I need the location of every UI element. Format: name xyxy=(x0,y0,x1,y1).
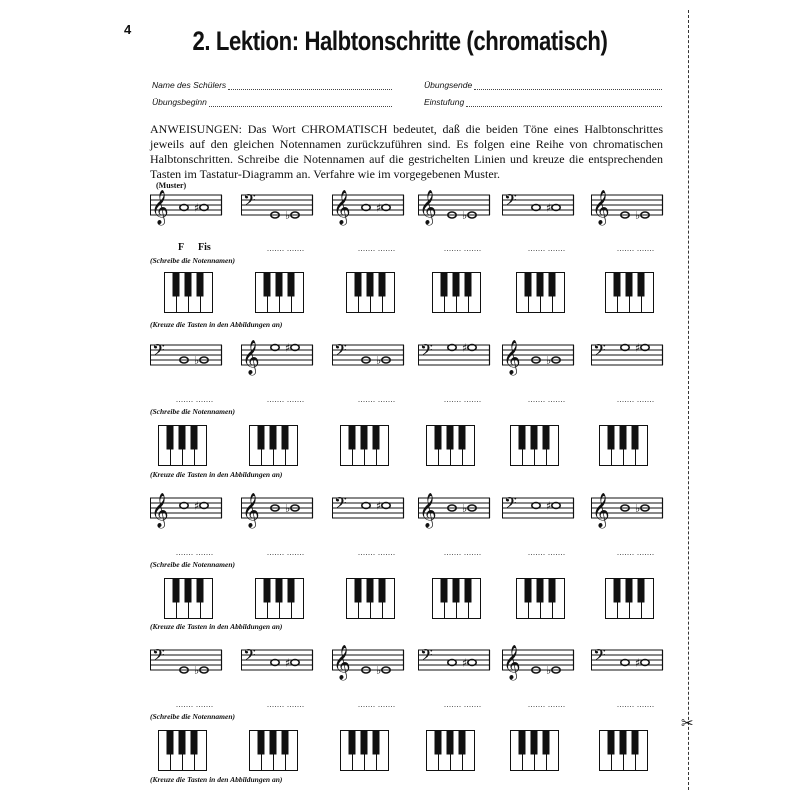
bass-clef-icon: 𝄢 xyxy=(504,190,517,214)
note-name-blank[interactable]: ....... ....... xyxy=(528,395,566,404)
flat-icon: ♭ xyxy=(194,354,200,367)
treble-clef-icon: 𝄞 xyxy=(242,340,260,375)
caption-write-note-names: (Schreibe die Notennamen) xyxy=(150,712,235,721)
bass-staff xyxy=(332,331,408,391)
caption-write-note-names: (Schreibe die Notennamen) xyxy=(150,407,235,416)
treble-staff xyxy=(241,331,317,391)
note-name-blank[interactable]: ....... ....... xyxy=(176,395,214,404)
black-key[interactable] xyxy=(537,579,544,603)
treble-staff xyxy=(591,484,667,544)
black-key[interactable] xyxy=(197,273,204,297)
black-key[interactable] xyxy=(519,426,526,450)
sharp-icon: ♯ xyxy=(462,341,468,355)
bass-clef-icon: 𝄢 xyxy=(152,340,165,364)
black-key[interactable] xyxy=(632,731,639,755)
black-key[interactable] xyxy=(179,426,186,450)
student-name-field[interactable] xyxy=(152,80,392,90)
bass-staff xyxy=(502,181,578,241)
caption-mark-keys: (Kreuze die Tasten in den Abbildungen an) xyxy=(150,775,283,784)
treble-staff xyxy=(418,181,494,241)
black-key[interactable] xyxy=(459,426,466,450)
treble-staff xyxy=(241,484,317,544)
page-title: 2. Lektion: Halbtonschritte (chromatisch) xyxy=(192,26,608,56)
black-key[interactable] xyxy=(349,731,356,755)
bass-clef-icon: 𝄢 xyxy=(593,645,606,669)
black-key[interactable] xyxy=(349,426,356,450)
black-key[interactable] xyxy=(173,273,180,297)
example-label: (Muster) xyxy=(156,181,187,190)
black-key[interactable] xyxy=(185,579,192,603)
black-key[interactable] xyxy=(441,579,448,603)
black-key[interactable] xyxy=(549,579,556,603)
black-key[interactable] xyxy=(197,579,204,603)
flat-icon: ♭ xyxy=(546,664,552,677)
caption-mark-keys: (Kreuze die Tasten in den Abbildungen an) xyxy=(150,622,283,631)
caption-write-note-names: (Schreibe die Notennamen) xyxy=(150,256,235,265)
treble-clef-icon: 𝄞 xyxy=(592,190,610,225)
note-name-blank[interactable]: ....... ....... xyxy=(444,548,482,557)
sharp-icon: ♯ xyxy=(546,201,552,215)
black-key[interactable] xyxy=(288,579,295,603)
example-note-1: F xyxy=(178,242,185,253)
bass-staff xyxy=(591,331,667,391)
keyboard-diagram[interactable] xyxy=(432,578,482,620)
note-name-blank[interactable]: ....... ....... xyxy=(528,700,566,709)
bass-staff xyxy=(241,636,317,696)
note-name-blank[interactable]: ....... ....... xyxy=(358,244,396,253)
flat-icon: ♭ xyxy=(462,502,468,515)
keyboard-diagram[interactable] xyxy=(249,425,299,467)
black-key[interactable] xyxy=(355,579,362,603)
black-key[interactable] xyxy=(525,273,532,297)
note-name-blank[interactable]: ....... ....... xyxy=(528,548,566,557)
black-key[interactable] xyxy=(608,731,615,755)
black-key[interactable] xyxy=(632,426,639,450)
keyboard-diagram[interactable] xyxy=(516,272,566,314)
black-key[interactable] xyxy=(379,579,386,603)
black-key[interactable] xyxy=(373,731,380,755)
note-name-blank[interactable]: ....... ....... xyxy=(358,700,396,709)
sharp-icon: ♯ xyxy=(635,656,641,670)
note-name-blank[interactable]: ....... ....... xyxy=(358,548,396,557)
black-key[interactable] xyxy=(537,273,544,297)
bass-clef-icon: 𝄢 xyxy=(334,493,347,517)
treble-clef-icon: 𝄞 xyxy=(242,493,260,528)
black-key[interactable] xyxy=(173,579,180,603)
caption-mark-keys: (Kreuze die Tasten in den Abbildungen an) xyxy=(150,320,283,329)
keyboard-diagram[interactable] xyxy=(346,578,396,620)
black-key[interactable] xyxy=(435,731,442,755)
cut-line xyxy=(688,10,689,790)
black-key[interactable] xyxy=(626,579,633,603)
flat-icon: ♭ xyxy=(546,354,552,367)
black-key[interactable] xyxy=(447,731,454,755)
flat-icon: ♭ xyxy=(285,502,291,515)
note-name-blank[interactable]: ....... ....... xyxy=(617,395,655,404)
bass-clef-icon: 𝄢 xyxy=(243,190,256,214)
note-name-blank[interactable]: ....... ....... xyxy=(444,395,482,404)
black-key[interactable] xyxy=(282,731,289,755)
student-name-label: Name des Schülers xyxy=(152,80,227,90)
keyboard-diagram[interactable] xyxy=(510,730,560,772)
note-name-blank[interactable]: ....... ....... xyxy=(176,548,214,557)
black-key[interactable] xyxy=(276,579,283,603)
keyboard-diagram[interactable] xyxy=(599,730,649,772)
treble-clef-icon: 𝄞 xyxy=(333,190,351,225)
sharp-icon: ♯ xyxy=(635,341,641,355)
treble-clef-icon: 𝄞 xyxy=(151,493,169,528)
instructions-text: ANWEISUNGEN: Das Wort CHROMATISCH bedeutet, daß die beiden Töne eines Halbtonschrittes jeweils auf den gleichen Notennamen zurückzuführen sind. Es folgen eine Reihe von chromatischen Halbtonschritten. Schreibe die Notennamen auf die gestrichelten Linien und kreuze die entsprechenden Tasten im Tastatur-Diagramm an. Verfahre wie im vorgegebenen Muster. xyxy=(150,122,663,181)
black-key[interactable] xyxy=(447,426,454,450)
keyboard-diagram[interactable] xyxy=(426,425,476,467)
black-key[interactable] xyxy=(543,426,550,450)
treble-clef-icon: 𝄞 xyxy=(333,645,351,680)
black-key[interactable] xyxy=(288,273,295,297)
treble-clef-icon: 𝄞 xyxy=(419,493,437,528)
flat-icon: ♭ xyxy=(376,664,382,677)
keyboard-diagram[interactable] xyxy=(255,578,305,620)
keyboard-diagram[interactable] xyxy=(158,425,208,467)
black-key[interactable] xyxy=(367,273,374,297)
keyboard-diagram[interactable] xyxy=(510,425,560,467)
black-key[interactable] xyxy=(191,731,198,755)
black-key[interactable] xyxy=(264,579,271,603)
sharp-icon: ♯ xyxy=(376,499,382,513)
black-key[interactable] xyxy=(465,273,472,297)
black-key[interactable] xyxy=(264,273,271,297)
black-key[interactable] xyxy=(355,273,362,297)
flat-icon: ♭ xyxy=(635,502,641,515)
keyboard-diagram[interactable] xyxy=(164,272,214,314)
treble-staff xyxy=(332,181,408,241)
keyboard-diagram[interactable] xyxy=(605,578,655,620)
bass-clef-icon: 𝄢 xyxy=(243,645,256,669)
keyboard-diagram[interactable] xyxy=(158,730,208,772)
flat-icon: ♭ xyxy=(285,209,291,222)
black-key[interactable] xyxy=(379,273,386,297)
treble-clef-icon: 𝄞 xyxy=(419,190,437,225)
keyboard-diagram[interactable] xyxy=(605,272,655,314)
sharp-icon: ♯ xyxy=(285,656,291,670)
treble-staff xyxy=(591,181,667,241)
black-key[interactable] xyxy=(179,731,186,755)
sharp-icon: ♯ xyxy=(376,201,382,215)
practice-end-label: Übungsende xyxy=(424,80,473,90)
note-name-blank[interactable]: ....... ....... xyxy=(358,395,396,404)
practice-start-label: Übungsbeginn xyxy=(152,97,207,107)
black-key[interactable] xyxy=(258,731,265,755)
practice-end-field[interactable] xyxy=(424,80,662,90)
black-key[interactable] xyxy=(361,426,368,450)
bass-staff xyxy=(150,331,226,391)
keyboard-diagram[interactable] xyxy=(426,730,476,772)
sharp-icon: ♯ xyxy=(194,499,200,513)
black-key[interactable] xyxy=(185,273,192,297)
bass-staff xyxy=(418,331,494,391)
black-key[interactable] xyxy=(258,426,265,450)
flat-icon: ♭ xyxy=(462,209,468,222)
keyboard-diagram[interactable] xyxy=(340,730,390,772)
black-key[interactable] xyxy=(465,579,472,603)
level-label: Einstufung xyxy=(424,97,465,107)
keyboard-diagram[interactable] xyxy=(432,272,482,314)
black-key[interactable] xyxy=(549,273,556,297)
bass-staff xyxy=(591,636,667,696)
treble-staff xyxy=(418,484,494,544)
black-key[interactable] xyxy=(519,731,526,755)
note-name-blank[interactable]: ....... ....... xyxy=(176,700,214,709)
black-key[interactable] xyxy=(608,426,615,450)
treble-staff xyxy=(150,484,226,544)
level-field[interactable] xyxy=(424,97,662,107)
note-name-blank[interactable]: ....... ....... xyxy=(617,244,655,253)
keyboard-diagram[interactable] xyxy=(249,730,299,772)
treble-staff xyxy=(502,331,578,391)
black-key[interactable] xyxy=(626,273,633,297)
keyboard-diagram[interactable] xyxy=(164,578,214,620)
black-key[interactable] xyxy=(282,426,289,450)
practice-start-field[interactable] xyxy=(152,97,392,107)
black-key[interactable] xyxy=(191,426,198,450)
treble-clef-icon: 𝄞 xyxy=(503,645,521,680)
treble-staff xyxy=(502,636,578,696)
black-key[interactable] xyxy=(620,426,627,450)
caption-write-note-names: (Schreibe die Notennamen) xyxy=(150,560,235,569)
black-key[interactable] xyxy=(453,579,460,603)
bass-clef-icon: 𝄢 xyxy=(420,645,433,669)
black-key[interactable] xyxy=(441,273,448,297)
keyboard-diagram[interactable] xyxy=(255,272,305,314)
black-key[interactable] xyxy=(614,273,621,297)
sharp-icon: ♯ xyxy=(194,201,200,215)
sharp-icon: ♯ xyxy=(462,656,468,670)
note-name-blank[interactable]: ....... ....... xyxy=(444,700,482,709)
keyboard-diagram[interactable] xyxy=(346,272,396,314)
black-key[interactable] xyxy=(270,731,277,755)
black-key[interactable] xyxy=(459,731,466,755)
keyboard-diagram[interactable] xyxy=(340,425,390,467)
flat-icon: ♭ xyxy=(376,354,382,367)
flat-icon: ♭ xyxy=(194,664,200,677)
sharp-icon: ♯ xyxy=(546,499,552,513)
black-key[interactable] xyxy=(167,731,174,755)
example-note-2: Fis xyxy=(198,242,211,253)
note-name-blank[interactable]: ....... ....... xyxy=(267,548,305,557)
black-key[interactable] xyxy=(435,426,442,450)
bass-clef-icon: 𝄢 xyxy=(334,340,347,364)
keyboard-diagram[interactable] xyxy=(599,425,649,467)
page-number: 4 xyxy=(124,22,132,37)
bass-clef-icon: 𝄢 xyxy=(152,645,165,669)
black-key[interactable] xyxy=(167,426,174,450)
scissors-icon: ✂ xyxy=(681,714,694,732)
treble-staff xyxy=(332,636,408,696)
bass-staff xyxy=(418,636,494,696)
note-name-blank[interactable]: ....... ....... xyxy=(444,244,482,253)
treble-clef-icon: 𝄞 xyxy=(592,493,610,528)
note-name-blank[interactable]: ....... ....... xyxy=(267,244,305,253)
bass-staff xyxy=(502,484,578,544)
note-name-blank[interactable]: ....... ....... xyxy=(267,700,305,709)
black-key[interactable] xyxy=(543,731,550,755)
black-key[interactable] xyxy=(276,273,283,297)
bass-staff xyxy=(241,181,317,241)
black-key[interactable] xyxy=(531,426,538,450)
black-key[interactable] xyxy=(367,579,374,603)
note-name-blank[interactable]: ....... ....... xyxy=(617,700,655,709)
note-name-blank[interactable]: ....... ....... xyxy=(267,395,305,404)
black-key[interactable] xyxy=(373,426,380,450)
caption-mark-keys: (Kreuze die Tasten in den Abbildungen an) xyxy=(150,470,283,479)
flat-icon: ♭ xyxy=(635,209,641,222)
sharp-icon: ♯ xyxy=(285,341,291,355)
black-key[interactable] xyxy=(620,731,627,755)
bass-staff xyxy=(150,636,226,696)
treble-clef-icon: 𝄞 xyxy=(503,340,521,375)
black-key[interactable] xyxy=(525,579,532,603)
black-key[interactable] xyxy=(638,273,645,297)
treble-staff xyxy=(150,181,226,241)
black-key[interactable] xyxy=(638,579,645,603)
black-key[interactable] xyxy=(270,426,277,450)
black-key[interactable] xyxy=(361,731,368,755)
bass-staff xyxy=(332,484,408,544)
black-key[interactable] xyxy=(453,273,460,297)
bass-clef-icon: 𝄢 xyxy=(420,340,433,364)
note-name-blank[interactable]: ....... ....... xyxy=(528,244,566,253)
bass-clef-icon: 𝄢 xyxy=(504,493,517,517)
black-key[interactable] xyxy=(531,731,538,755)
keyboard-diagram[interactable] xyxy=(516,578,566,620)
bass-clef-icon: 𝄢 xyxy=(593,340,606,364)
treble-clef-icon: 𝄞 xyxy=(151,190,169,225)
black-key[interactable] xyxy=(614,579,621,603)
note-name-blank[interactable]: ....... ....... xyxy=(617,548,655,557)
